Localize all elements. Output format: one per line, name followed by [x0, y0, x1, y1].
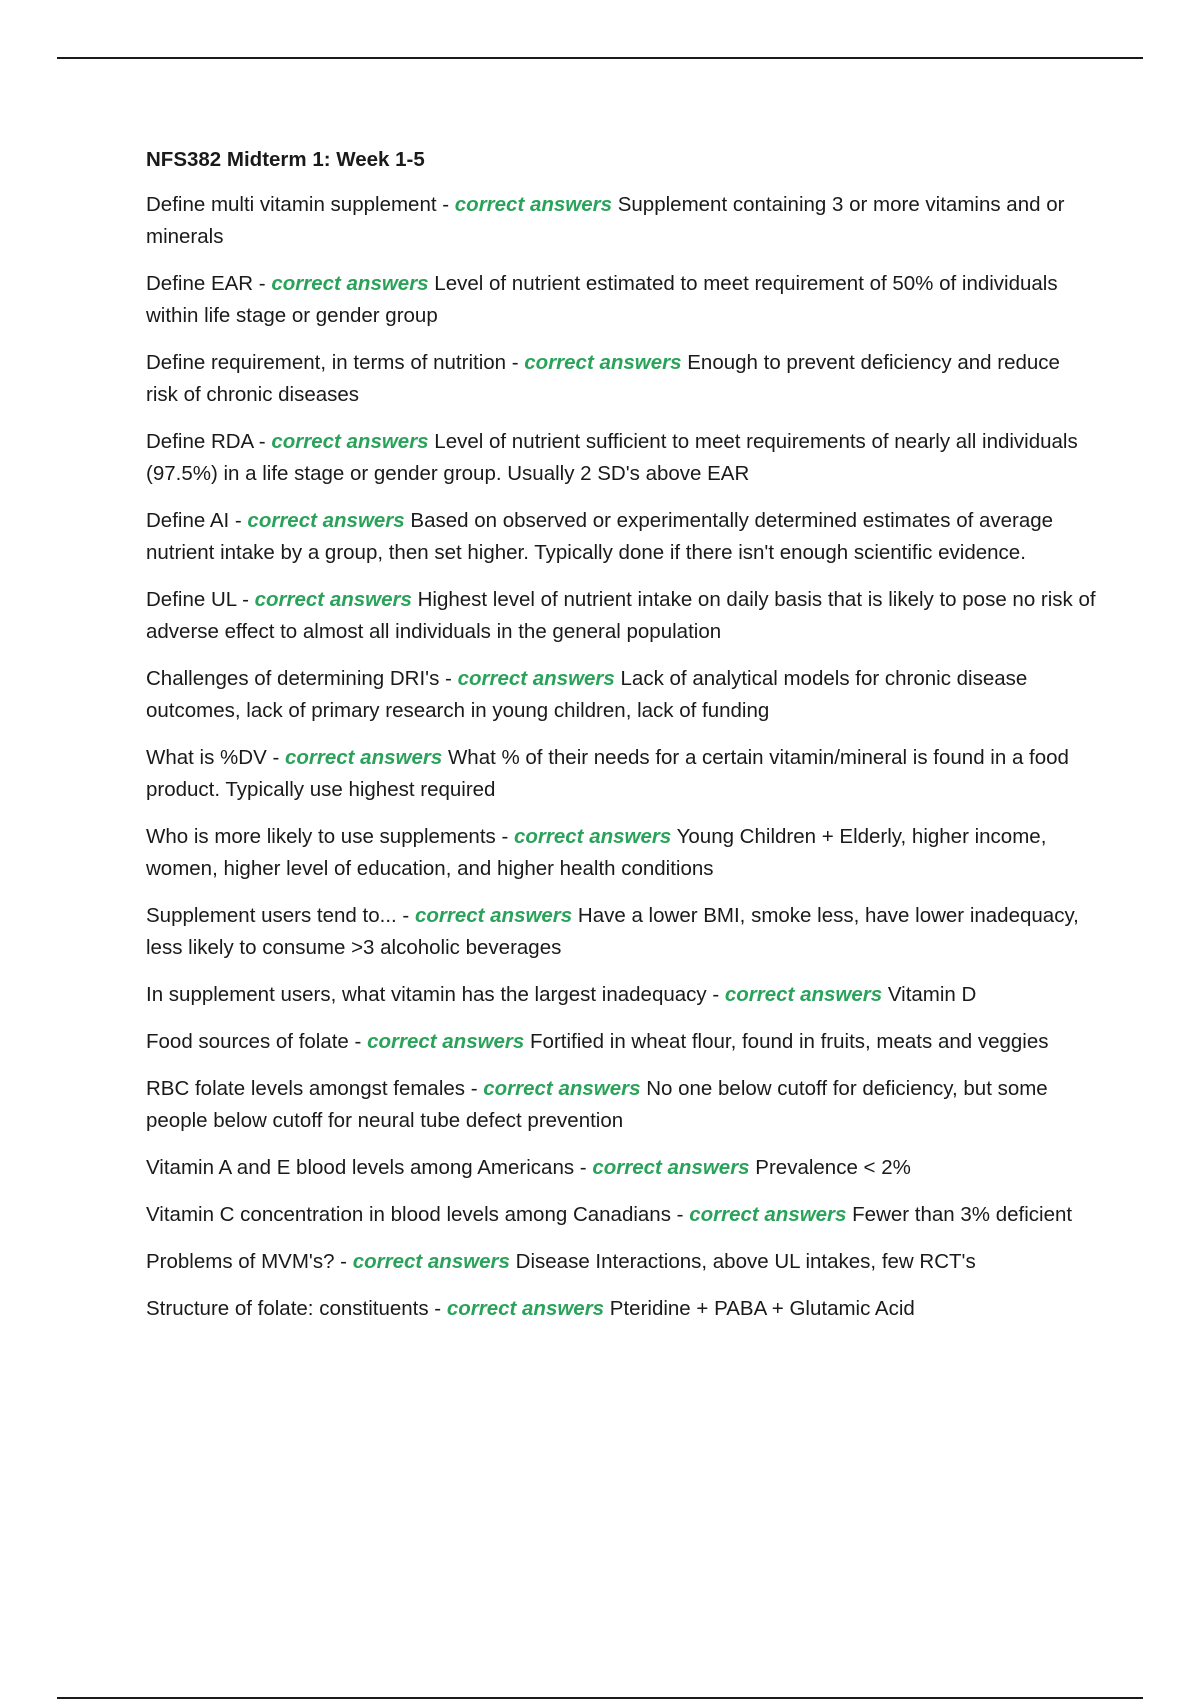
answer-text: Based on observed or experimentally determined estimates of average nutrient intake by a group, then set higher. Typically done if there isn't enough scientific evidence. — [146, 509, 1054, 564]
answer-text: What % of their needs for a certain vitamin/mineral is found in a food product. Typically use highest required — [146, 746, 1069, 801]
bottom-rule — [57, 1697, 1143, 1699]
correct-answers-label: correct answers — [414, 904, 573, 927]
correct-answers-label: correct answers — [254, 588, 412, 611]
separator: - — [428, 1297, 447, 1320]
top-rule — [57, 57, 1143, 59]
qa-item — [146, 1152, 1096, 1184]
qa-item — [146, 426, 1096, 490]
separator: - — [229, 509, 248, 532]
separator: - — [670, 1203, 690, 1226]
answer-text: Level of nutrient sufficient to meet requirements of nearly all individuals (97.5%) in a life stage or gender group. Usually 2 SD's above EAR — [146, 430, 1078, 485]
separator: - — [706, 983, 725, 1006]
separator: - — [253, 272, 272, 295]
question-text: Structure of folate: constituents — [146, 1297, 429, 1320]
qa-item — [146, 268, 1096, 332]
qa-item — [146, 189, 1096, 253]
question-text: Who is more likely to use supplements — [146, 825, 496, 848]
answer-text: Pteridine + PABA + Glutamic Acid — [609, 1297, 915, 1320]
correct-answers-label: correct answers — [524, 351, 682, 374]
separator: - — [266, 746, 285, 769]
separator: - — [506, 351, 525, 374]
correct-answers-label: correct answers — [592, 1156, 750, 1179]
qa-item — [146, 1073, 1096, 1137]
answer-text: Highest level of nutrient intake on daily basis that is likely to pose no risk of adverse effect to almost all individuals in the general population — [146, 588, 1096, 643]
question-text: Problems of MVM's? — [146, 1250, 335, 1273]
question-text: Challenges of determining DRI's — [146, 667, 440, 690]
answer-text: Fewer than 3% deficient — [852, 1203, 1073, 1226]
question-text: Vitamin C concentration in blood levels among Canadians — [146, 1203, 671, 1226]
correct-answers-label: correct answers — [247, 509, 405, 532]
separator: - — [439, 667, 458, 690]
answer-text: Fortified in wheat flour, found in fruits, meats and veggies — [530, 1030, 1049, 1053]
qa-item — [146, 1026, 1096, 1058]
correct-answers-label: correct answers — [689, 1203, 847, 1226]
correct-answers-label: correct answers — [514, 825, 672, 848]
correct-answers-label: correct answers — [367, 1030, 525, 1053]
correct-answers-label: correct answers — [457, 667, 615, 690]
separator: - — [253, 430, 272, 453]
qa-item — [146, 1293, 1096, 1325]
question-text: RBC folate levels amongst females — [146, 1077, 466, 1100]
qa-item — [146, 1199, 1096, 1231]
correct-answers-label: correct answers — [271, 272, 429, 295]
answer-text: Enough to prevent deficiency and reduce risk of chronic diseases — [146, 351, 1060, 406]
separator: - — [396, 904, 415, 927]
question-text: Supplement users tend to... — [146, 904, 397, 927]
question-text: Vitamin A and E blood levels among Americans — [146, 1156, 575, 1179]
correct-answers-label: correct answers — [352, 1250, 510, 1273]
separator: - — [334, 1250, 353, 1273]
separator: - — [465, 1077, 484, 1100]
answer-text: Disease Interactions, above UL intakes, few RCT's — [515, 1250, 976, 1273]
separator: - — [436, 193, 455, 216]
separator: - — [574, 1156, 593, 1179]
qa-item — [146, 900, 1096, 964]
question-text: Define AI — [146, 509, 230, 532]
correct-answers-label: correct answers — [446, 1297, 605, 1320]
answer-text: Supplement containing 3 or more vitamins and or minerals — [146, 193, 1065, 248]
answer-text: Prevalence < 2% — [755, 1156, 911, 1179]
separator: - — [348, 1030, 368, 1053]
qa-item — [146, 347, 1096, 411]
correct-answers-label: correct answers — [724, 983, 883, 1006]
answer-text: Young Children + Elderly, higher income, women, higher level of education, and higher health conditions — [146, 825, 1047, 880]
question-text: Define EAR — [146, 272, 254, 295]
answer-text: Have a lower BMI, smoke less, have lower inadequacy, less likely to consume >3 alcoholic beverages — [146, 904, 1079, 959]
separator: - — [495, 825, 514, 848]
correct-answers-label: correct answers — [271, 430, 429, 453]
question-text: In supplement users, what vitamin has the largest inadequacy — [146, 983, 707, 1006]
qa-item — [146, 505, 1096, 569]
answer-text: No one below cutoff for deficiency, but some people below cutoff for neural tube defect prevention — [146, 1077, 1048, 1132]
answer-text: Vitamin D — [887, 983, 977, 1006]
answer-text: Lack of analytical models for chronic disease outcomes, lack of primary research in young children, lack of funding — [146, 667, 1028, 722]
correct-answers-label: correct answers — [454, 193, 613, 216]
correct-answers-label: correct answers — [483, 1077, 641, 1100]
qa-item — [146, 1246, 1096, 1278]
answer-text: Level of nutrient estimated to meet requirement of 50% of individuals within life stage or gender group — [146, 272, 1058, 327]
question-text: Define multi vitamin supplement — [146, 193, 437, 216]
question-text: Define requirement, in terms of nutrition — [146, 351, 507, 374]
qa-item — [146, 663, 1096, 727]
question-text: Define RDA — [146, 430, 254, 453]
separator: - — [236, 588, 255, 611]
qa-item — [146, 979, 1096, 1011]
correct-answers-label: correct answers — [284, 746, 443, 769]
document-title: NFS382 Midterm 1: Week 1-5 — [146, 148, 425, 171]
question-text: What is %DV — [146, 746, 267, 769]
question-text: Food sources of folate — [146, 1030, 349, 1053]
document-body — [146, 145, 1096, 1340]
qa-item — [146, 742, 1096, 806]
qa-item — [146, 821, 1096, 885]
qa-list — [146, 189, 1096, 1325]
question-text: Define UL — [146, 588, 237, 611]
qa-item — [146, 584, 1096, 648]
